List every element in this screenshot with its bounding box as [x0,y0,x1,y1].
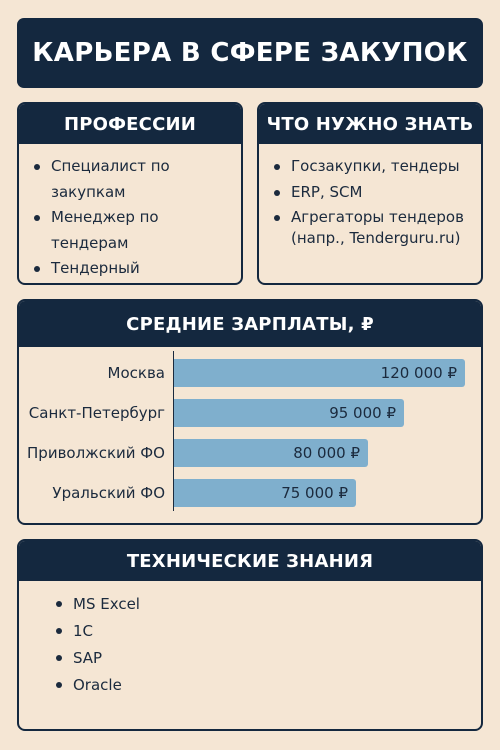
tech-item: 1С [51,618,477,645]
professions-card [17,102,243,285]
salary-value-label: 120 000 ₽ [380,364,457,382]
poster-title: КАРЬЕРА В СФЕРЕ ЗАКУПОК [32,38,468,68]
tech-list [19,581,481,699]
poster-header [17,18,483,88]
salary-value-label: 75 000 ₽ [281,484,348,502]
salary-value-label: 80 000 ₽ [293,444,360,462]
salary-row [19,359,481,387]
salaries-heading: СРЕДНИЕ ЗАРПЛАТЫ, ₽ [19,301,481,347]
tech-card [17,539,483,731]
salary-bar-chart [19,347,481,523]
tech-item: SAP [51,645,477,672]
salary-region-label: Уральский ФО [52,484,165,502]
tech-heading: ТЕХНИЧЕСКИЕ ЗНАНИЯ [19,541,481,581]
salary-row [19,399,481,427]
knowledge-heading: ЧТО НУЖНО ЗНАТЬ [259,104,481,144]
salary-row [19,479,481,507]
professions-heading: ПРОФЕССИИ [19,104,241,144]
profession-item: Тендерный [29,256,237,285]
salary-row [19,439,481,467]
knowledge-item: Агрегаторы тендеров (напр., Tenderguru.ru) [269,205,477,249]
knowledge-card [257,102,483,285]
knowledge-item: ERP, SCM [269,180,477,206]
tech-item: Oracle [51,672,477,699]
salary-region-label: Санкт-Петербург [28,404,165,422]
knowledge-item: Госзакупки, тендеры [269,154,477,180]
salary-region-label: Приволжский ФО [27,444,165,462]
knowledge-list [259,144,481,249]
salaries-card [17,299,483,525]
professions-list [19,144,241,285]
salary-region-label: Москва [107,364,165,382]
profession-item: Менеджер по тендерам [29,205,237,256]
tech-item: MS Excel [51,591,477,618]
salary-value-label: 95 000 ₽ [329,404,396,422]
profession-item: Специалист по закупкам [29,154,237,205]
